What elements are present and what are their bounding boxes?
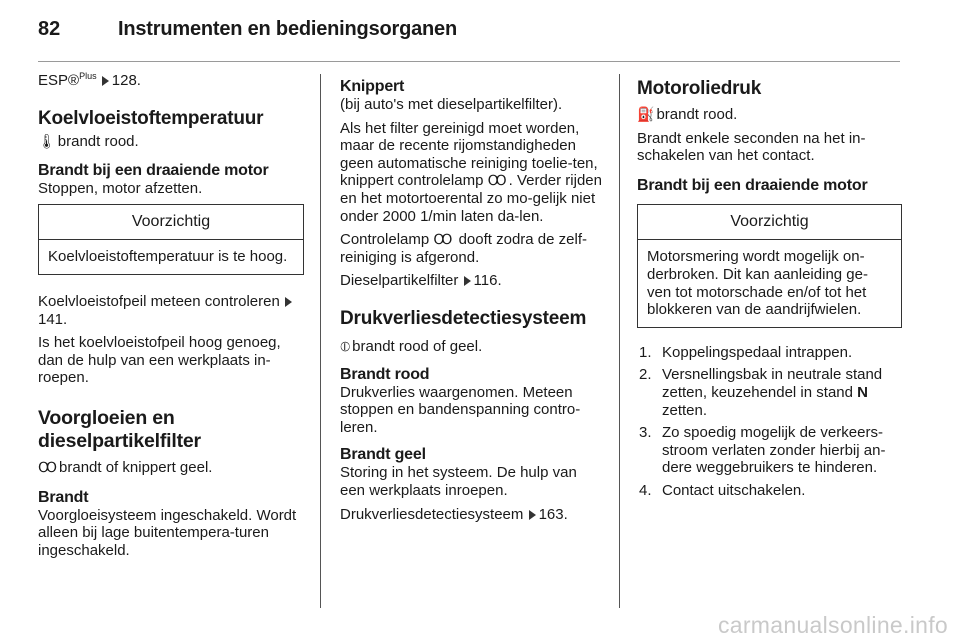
filter-text: Als het filter gereinigd moet worden, maar de recente rijomstandigheden geen automatische reiniging toelie-ten, knippert controlelamp Ꝏ . Verder rijden en het motortoerental zo mo-gelijk niet onder 2000 1/min laten da-len. [340, 119, 602, 225]
yellow-text: Storing in het systeem. De hulp van een werkplaats inroepen. [340, 464, 577, 499]
list-item: 3. Zo spoedig mogelijk de verkeers-stroom verlaten zonder hierbij an-dere weggebruikers te hinderen. [639, 424, 886, 477]
esp-reference: ESP®$^{Plus}$ 128. [38, 71, 141, 89]
caution-body: Motorsmering wordt mogelijk on-derbroken. Dit kan aanleiding ge-ven tot motorschade en/of tot het blokkeren van de aandrijfwielen. [647, 248, 868, 319]
list-item: 2. Versnellingsbak in neutrale stand zetten, keuzehendel in stand N zetten. [639, 366, 883, 419]
lamp-off-text: Controlelamp Ꝏ dooft zodra de zelf-reiniging is afgerond. [340, 231, 587, 266]
page-ref-arrow-icon [285, 297, 292, 307]
column-divider [619, 74, 620, 608]
left-column [38, 72, 304, 565]
brandt-text: Voorgloeisysteem ingeschakeld. Wordt alleen bij lage buitentempera-turen ingeschakeld. [38, 506, 297, 559]
list-item: 1. Koppelingspedaal intrappen. [639, 343, 853, 361]
oil-text: Brandt enkele seconden na het in-schakelen van het contact. [637, 129, 866, 165]
pressure-page-link[interactable]: 163. [538, 505, 568, 523]
preheat-status: Ꝏ brandt of knippert geel. [38, 458, 213, 476]
coolant-heading: Koelvloeistoftemperatuur [38, 107, 264, 129]
page-number: 82 [38, 18, 61, 40]
page-title: Instrumenten en bedieningsorganen [118, 18, 457, 40]
oil-status: ⛽ brandt rood. [637, 106, 738, 123]
page-ref-arrow-icon [102, 76, 109, 86]
check-level-text: Koelvloeistofpeil meteen controleren 141. [38, 293, 304, 328]
watermark: carmanualsonline.info [717, 612, 948, 638]
red-text: Drukverlies waargenomen. Meteen stoppen en bandenspanning contro-leren. [340, 383, 581, 436]
column-divider [320, 74, 321, 608]
page-ref-arrow-icon [464, 276, 471, 286]
yellow-heading: Brandt geel [340, 446, 426, 464]
level-high-text: Is het koelvloeistofpeil hoog genoeg, dan de hulp van een werkplaats in-roepen. [38, 334, 281, 387]
red-heading: Brandt rood [340, 365, 430, 383]
stop-text: Stoppen, motor afzetten. [38, 180, 203, 198]
tire-pressure-icon: ⦶ [340, 337, 351, 354]
middle-column [340, 72, 604, 529]
knippert-subtitle: (bij auto's met dieselpartikelfilter). [340, 96, 563, 113]
oil-heading: Motoroliedruk [637, 78, 762, 99]
pressure-status: ⦶ brandt rood of geel. [340, 337, 483, 355]
knippert-heading: Knippert [340, 78, 405, 95]
running-heading: Brandt bij een draaiende motor [637, 176, 868, 194]
pressure-heading: Drukverliesdetectiesysteem [340, 307, 587, 329]
oil-can-icon: ⛽ [637, 106, 655, 122]
brandt-heading: Brandt [38, 488, 89, 506]
dpf-page-link[interactable]: 116. [473, 272, 502, 290]
esp-page-link[interactable]: 128. [111, 72, 141, 89]
page-ref-arrow-icon [529, 510, 536, 520]
caution-title: Voorzichtig [39, 205, 303, 241]
list-item: 4. Contact uitschakelen. [639, 481, 806, 499]
caution-box [38, 204, 304, 275]
caution-body: Koelvloeistoftemperatuur is te hoog. [48, 248, 288, 266]
pressure-reference: Drukverliesdetectiesysteem 163. [340, 505, 568, 523]
glow-plug-icon: Ꝏ [487, 172, 507, 189]
glow-plug-icon: Ꝏ [38, 458, 58, 475]
level-page-link[interactable]: 141. [38, 310, 68, 328]
header-rule [38, 61, 900, 62]
running-heading: Brandt bij een draaiende motor [38, 162, 269, 180]
caution-box [637, 204, 902, 328]
page-header [38, 18, 900, 48]
steps-list [637, 344, 902, 500]
preheat-heading: Voorgloeien en dieselpartikelfilter [38, 406, 201, 452]
dpf-reference: Dieselpartikelfilter 116. [340, 272, 502, 290]
coolant-status: 🌡 brandt rood. [38, 132, 139, 150]
coolant-temperature-icon: 🌡 [38, 132, 56, 149]
glow-plug-icon: Ꝏ [433, 231, 453, 248]
caution-title: Voorzichtig [638, 205, 901, 241]
right-column [637, 72, 902, 505]
